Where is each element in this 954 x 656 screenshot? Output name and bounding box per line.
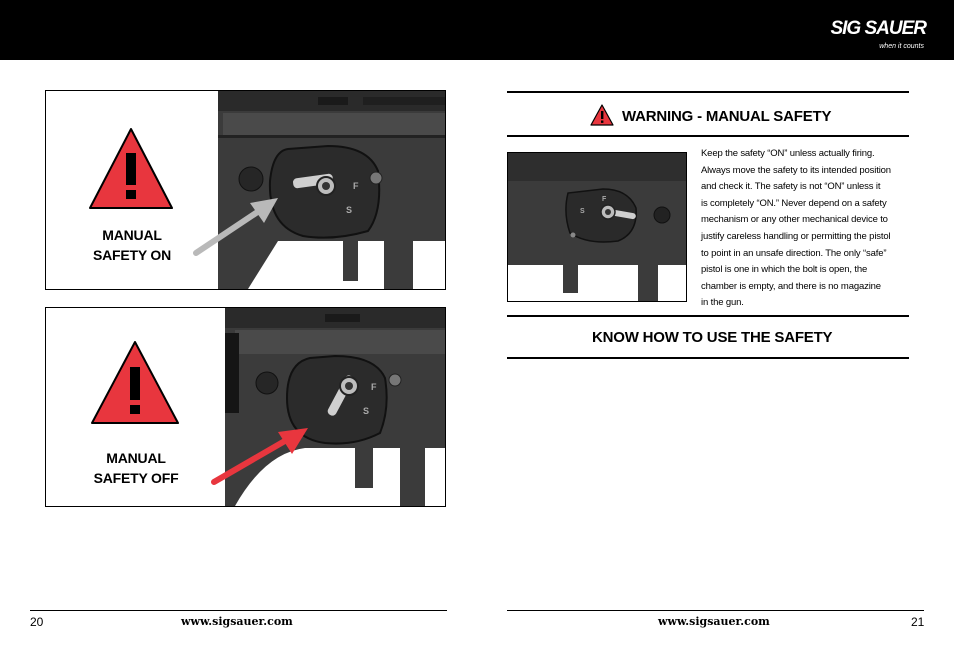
sig-sauer-logo [830, 18, 926, 54]
brand-name: SIG SAUER [830, 18, 926, 39]
section-heading: KNOW HOW TO USE THE SAFETY [592, 329, 833, 346]
section-rule [507, 91, 909, 93]
panel-label: MANUAL SAFETY OFF [93, 450, 179, 486]
safe-mark: S [580, 208, 585, 215]
safety-off-panel [45, 307, 446, 507]
fire-mark: F [353, 181, 359, 191]
safety-off-arrow [204, 420, 324, 490]
safety-on-panel [45, 90, 446, 290]
section-rule [507, 135, 909, 137]
brand-tagline: when it counts [879, 43, 924, 50]
section-rule [507, 315, 909, 317]
warning-triangle-icon [590, 104, 614, 126]
safe-mark: S [363, 406, 370, 416]
safe-mark: S [346, 205, 353, 215]
page-number-right: 21 [911, 615, 925, 629]
panel-label: MANUAL SAFETY ON [92, 227, 172, 263]
header-bar [0, 0, 954, 60]
section-rule [507, 357, 909, 359]
warning-triangle-icon [90, 340, 180, 426]
footer-rule-right [507, 610, 924, 611]
footer-rule-left [30, 610, 447, 611]
footer-url-right[interactable]: www.sigsauer.com [658, 615, 770, 628]
page-number-left: 20 [30, 615, 44, 629]
warning-triangle-icon [88, 127, 174, 211]
warning-heading: WARNING - MANUAL SAFETY [622, 108, 832, 125]
safety-selector-photo [507, 152, 687, 302]
fire-mark: F [602, 196, 607, 203]
warning-body: Keep the safety “ON” unless actually firing. Always move the safety to its intended position and check it. The safety is not “ON” unless it is completely “ON.” Never depend on a safety mechanism or any other mechanical device to justify careless handling or permitting the pistol to point in an unsafe direction. The only “safe” pistol is one in which the bolt is open, the chamber is empty, and there is no magazine in the gun. [701, 148, 891, 309]
fire-mark: F [371, 382, 377, 392]
safety-on-arrow [186, 189, 306, 259]
footer-url-left[interactable]: www.sigsauer.com [181, 615, 293, 628]
